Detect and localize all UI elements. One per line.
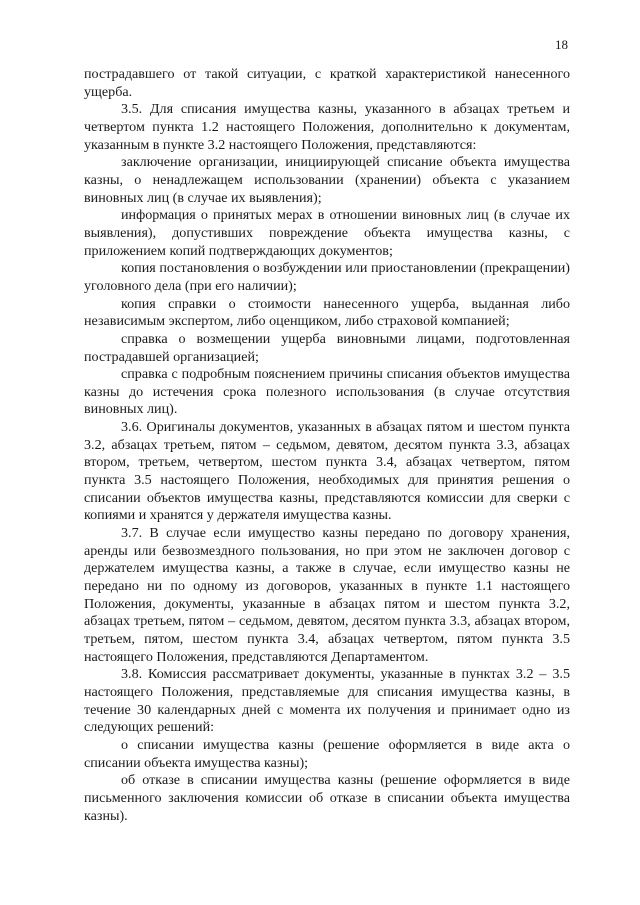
paragraph-3-8: 3.8. Комиссия рассматривает документы, указанные в пунктах 3.2 – 3.5 настоящего Положения, представляемые для списания имущества казны, в течение 30 календарных дней с момента их получения и принимает одно из следующих решений: [84, 666, 570, 736]
paragraph-3-5: 3.5. Для списания имущества казны, указанного в абзацах третьем и четвертом пункта 1.2 настоящего Положения, дополнительно к документам, указанным в пункте 3.2 настоящего Положения, представляются: [84, 101, 570, 153]
decision-write-off: о списании имущества казны (решение оформляется в виде акта о списании объекта имущества казны); [84, 736, 570, 771]
list-item-write-off-explanation: справка с подробным пояснением причины списания объектов имущества казны до истечения срока полезного использования (в случае отсутствия виновных лиц). [84, 366, 570, 418]
list-item-criminal-case-copy: копия постановления о возбуждении или приостановлении (прекращении) уголовного дела (при его наличии); [84, 260, 570, 294]
paragraph-3-7: 3.7. В случае если имущество казны передано по договору хранения, аренды или безвозмездного пользования, но при этом не заключен договор с держателем имущества казны, а также в случае, если имущество казны не передано ни по одному из договоров, указанных в пункте 1.1 настоящего Положения, документы, указанные в абзацах пятом и шестом пункта 3.2, абзацах третьем, пятом – седьмом, девятом, десятом пункта 3.3, абзацах втором, третьем, пятом, шестом пункта 3.4, абзацах четвертом, пятом пункта 3.5 настоящего Положения, представляются Департаментом. [84, 525, 570, 665]
paragraph-3-6: 3.6. Оригиналы документов, указанных в абзацах пятом и шестом пункта 3.2, абзацах третьем, пятом – седьмом, девятом, десятом пункта 3.3, абзацах втором, третьем, четвертом, шестом пункта 3.4, абзацах четвертом, пятом пункта 3.5 настоящего Положения, необходимых для принятия решения о списании объектов имущества казны, представляются комиссии для сверки с копиями и хранятся у держателя имущества казны. [84, 419, 570, 524]
list-item-conclusion: заключение организации, инициирующей списание объекта имущества казны, о ненадлежащем использовании (хранении) объекта с указанием виновных лиц (в случае их выявления); [84, 154, 570, 206]
paragraph-continuation: пострадавшего от такой ситуации, с краткой характеристикой нанесенного ущерба. [84, 66, 570, 100]
list-item-measures-info: информация о принятых мерах в отношении виновных лиц (в случае их выявления), допустивших повреждение объекта имущества казны, с приложением копий подтверждающих документов; [84, 207, 570, 259]
list-item-compensation-certificate: справка о возмещении ущерба виновными лицами, подготовленная пострадавшей организацией; [84, 330, 570, 365]
document-body [84, 66, 570, 825]
list-item-damage-cost-copy: копия справки о стоимости нанесенного ущерба, выданная либо независимым экспертом, либо оценщиком, либо страховой компанией; [84, 295, 570, 330]
decision-refusal: об отказе в списании имущества казны (решение оформляется в виде письменного заключения комиссии об отказе в списании объекта имущества казны). [84, 772, 570, 824]
page-number: 18 [555, 37, 568, 52]
